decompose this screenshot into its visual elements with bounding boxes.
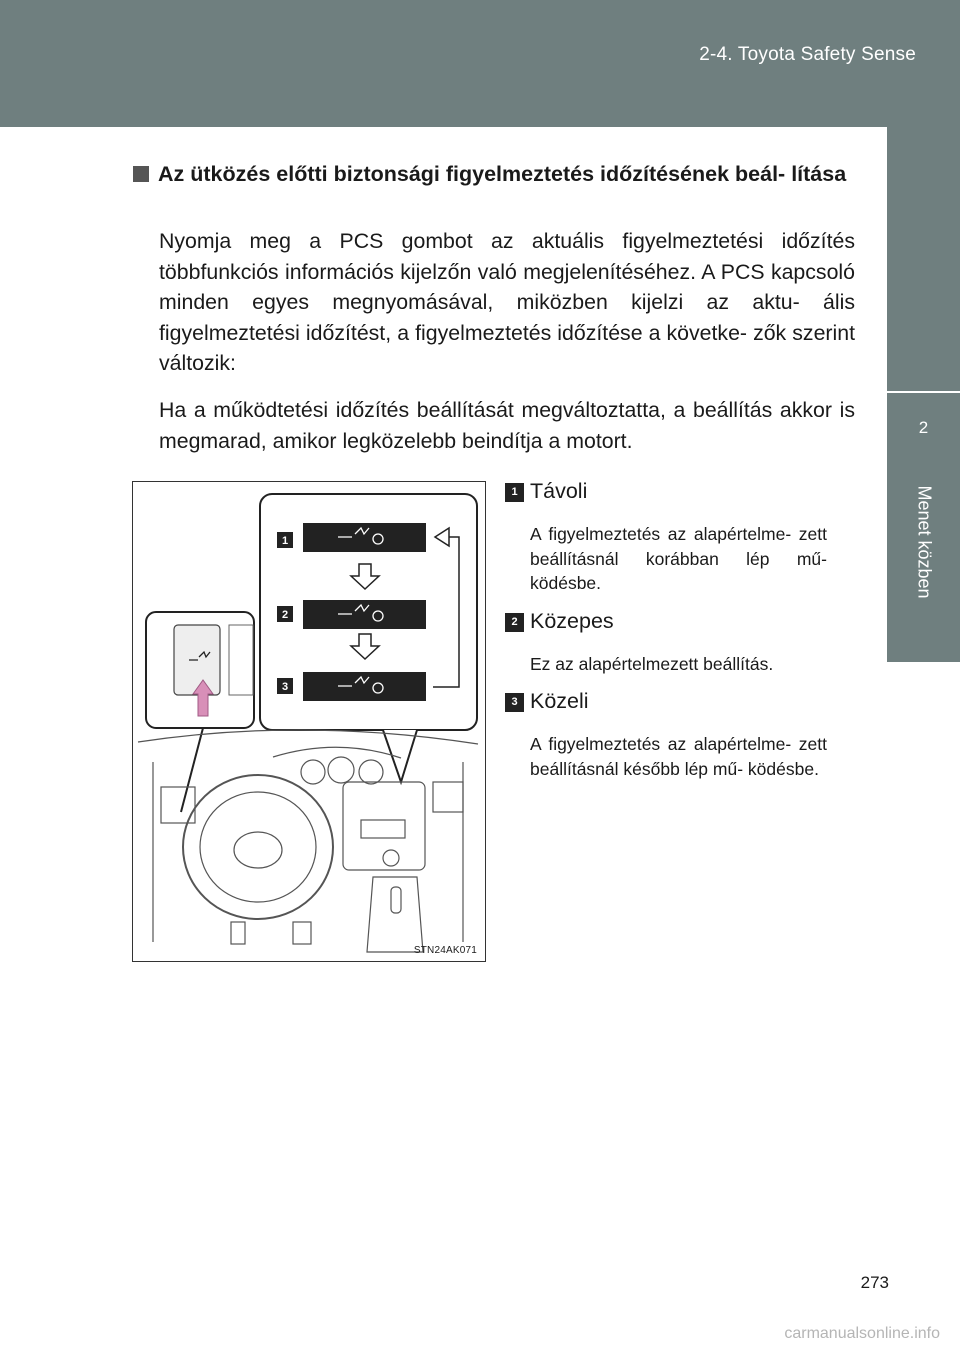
section-heading bbox=[133, 159, 855, 189]
radio-display bbox=[361, 820, 405, 838]
chapter-label: Menet közben bbox=[914, 485, 934, 599]
shift-lever bbox=[391, 887, 401, 913]
side-tab bbox=[887, 0, 960, 1352]
side-tab-strip bbox=[887, 127, 960, 390]
callout-pointer bbox=[383, 730, 417, 782]
page-number: 273 bbox=[860, 1273, 889, 1292]
heading-text: Az ütközés előtti biztonsági figyelmeztetés időzítésének beál- lítása bbox=[158, 162, 847, 186]
gauge-1 bbox=[301, 760, 325, 784]
center-console bbox=[343, 782, 425, 870]
marker-3-label: 3 bbox=[281, 681, 289, 693]
watermark-footer[interactable]: carmanualsonline.info bbox=[784, 1325, 940, 1342]
paragraph-2: Ha a működtetési időzítés beállítását megváltoztatta, a beállítás akkor is megmarad, amikor legközelebb beindítja a motort. bbox=[159, 398, 855, 453]
display-strip-3 bbox=[303, 672, 426, 701]
steering-hub bbox=[234, 832, 282, 868]
option-description: A figyelmeztetés az alapértelme- zett beállításnál később lép mű- ködésbe. bbox=[530, 734, 827, 779]
display-strip-2 bbox=[303, 600, 426, 629]
option-title: Közeli bbox=[530, 689, 589, 713]
chapter-number: 2 bbox=[918, 418, 929, 437]
chapter-divider bbox=[887, 391, 960, 393]
dashboard-drawing bbox=[133, 482, 485, 961]
option-number-badge: 3 bbox=[505, 693, 524, 712]
paragraph-1: Nyomja meg a PCS gombot az aktuális figyelmeztetési időzítés többfunkciós információs kijelzőn való megjelenítéséhez. A PCS kapcsoló minden egyes megnyomásával, miközben kijelzi az aktu- ális figyelmeztetési időzítést, a figyelmeztetés időzítése a követke- zők szerint változik: bbox=[159, 229, 855, 375]
dash-top bbox=[138, 730, 478, 744]
button-pointer bbox=[181, 728, 203, 812]
square-bullet-icon bbox=[133, 166, 149, 182]
gauge-3 bbox=[359, 760, 383, 784]
side-panels bbox=[153, 762, 463, 942]
pedal-2 bbox=[231, 922, 245, 944]
marker-2-label: 2 bbox=[281, 609, 289, 621]
option-title: Távoli bbox=[530, 479, 588, 503]
option-description: Ez az alapértelmezett beállítás. bbox=[530, 654, 774, 674]
marker-1-label: 1 bbox=[281, 535, 289, 547]
instrument-hood bbox=[273, 747, 401, 758]
steering-wheel-inner bbox=[200, 792, 316, 902]
steering-wheel bbox=[183, 775, 333, 919]
dashboard-illustration bbox=[132, 481, 486, 962]
section-title: 2-4. Toyota Safety Sense bbox=[699, 44, 916, 65]
option-description: A figyelmeztetés az alapértelme- zett beállításnál korábban lép mű- ködésbe. bbox=[530, 524, 827, 593]
figure-caption: STN24AK071 bbox=[413, 945, 477, 956]
gauge-2 bbox=[328, 757, 354, 783]
shifter-area bbox=[367, 877, 423, 952]
pedal bbox=[293, 922, 311, 944]
display-strip-1 bbox=[303, 523, 426, 552]
page-header bbox=[0, 0, 960, 127]
option-number-badge: 2 bbox=[505, 613, 524, 632]
console-knob bbox=[383, 850, 399, 866]
option-title: Közepes bbox=[530, 609, 614, 633]
right-vent bbox=[433, 782, 463, 812]
chapter-tab bbox=[887, 390, 960, 662]
option-number-badge: 1 bbox=[505, 483, 524, 502]
